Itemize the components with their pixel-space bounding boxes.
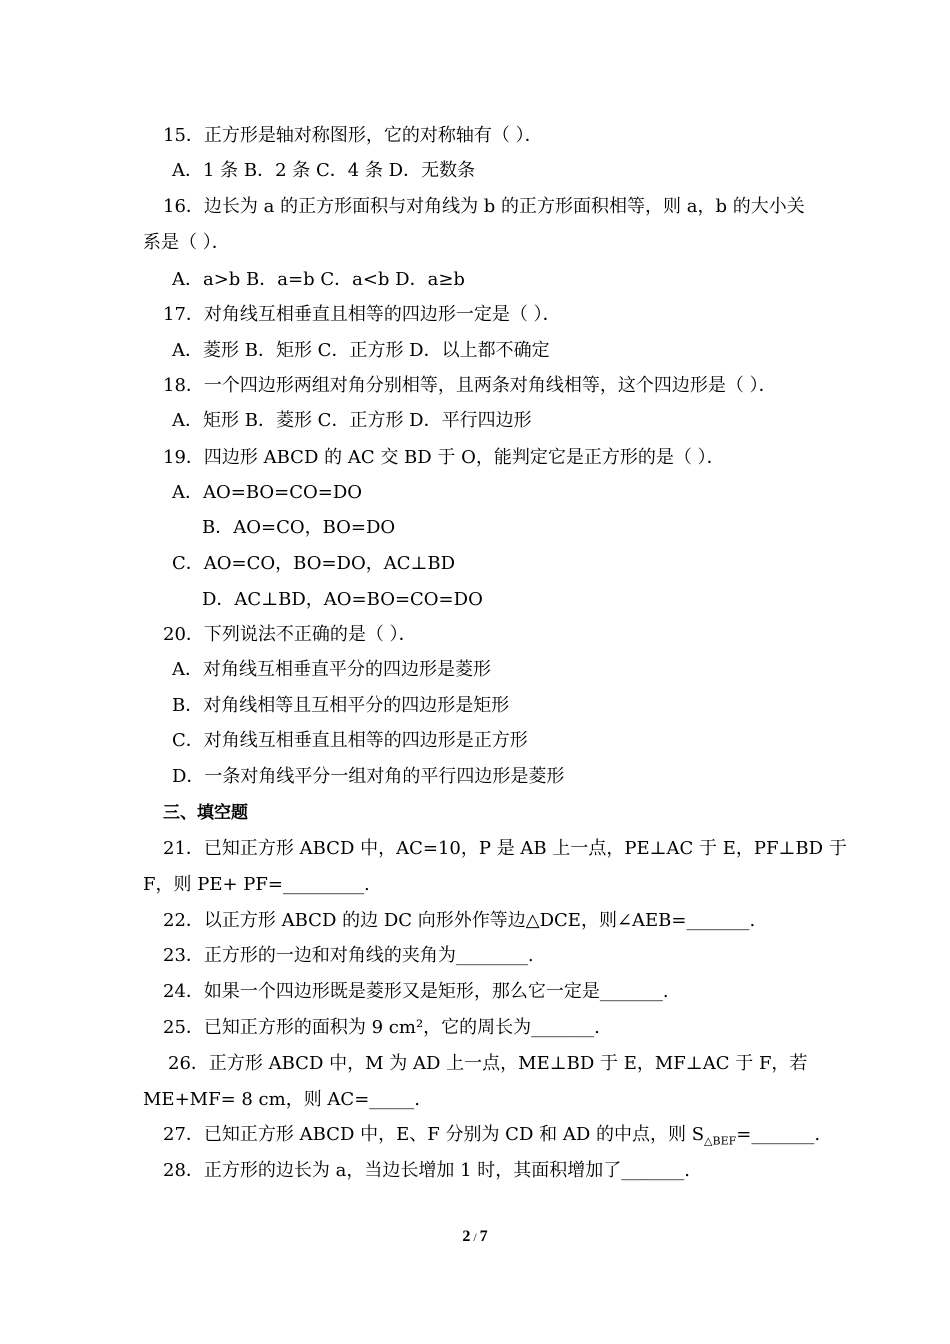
text-line: 28．正方形的边长为 a，当边长增加 1 时，其面积增加了_______. [163, 1160, 690, 1181]
text-line: 19．四边形 ABCD 的 AC 交 BD 于 O，能判定它是正方形的是（ ）． [163, 447, 725, 468]
q27-subscript: △BEF [704, 1134, 737, 1148]
text-line: C．AO=CO，BO=DO，AC⊥BD [172, 553, 456, 574]
page-separator: / [473, 1230, 477, 1244]
text-line: A．AO=BO=CO=DO [172, 482, 363, 503]
page-footer [0, 1228, 950, 1246]
question-27 [163, 1123, 820, 1154]
q27-suffix: =_______. [736, 1124, 821, 1145]
text-line: 18．一个四边形两组对角分别相等，且两条对角线相等，这个四边形是（ ）． [163, 375, 777, 396]
text-line: 系是（ ）． [143, 232, 230, 253]
text-line: C．对角线互相垂直且相等的四边形是正方形 [172, 730, 528, 751]
text-line: A．菱形 B．矩形 C．正方形 D．以上都不确定 [172, 340, 550, 361]
text-line: A．a>b B．a=b C．a<b D．a≥b [172, 269, 465, 290]
text-line: 16．边长为 a 的正方形面积与对角线为 b 的正方形面积相等，则 a，b 的大小关 [163, 196, 805, 217]
text-line: 20．下列说法不正确的是（ ）． [163, 624, 417, 645]
text-line: D．一条对角线平分一组对角的平行四边形是菱形 [172, 766, 565, 787]
page-total: 7 [479, 1228, 488, 1245]
text-line: A．对角线互相垂直平分的四边形是菱形 [172, 659, 491, 680]
text-line: 22．以正方形 ABCD 的边 DC 向形外作等边△DCE，则∠AEB=_______. [163, 910, 756, 931]
page-number: 2 [462, 1228, 471, 1245]
text-line: D．AC⊥BD，AO=BO=CO=DO [202, 589, 483, 610]
text-line: 17．对角线互相垂直且相等的四边形一定是（ ）． [163, 304, 561, 325]
text-line: 26．正方形 ABCD 中，M 为 AD 上一点，ME⊥BD 于 E，MF⊥AC 于 F，若 [168, 1053, 808, 1074]
text-line: ME+MF= 8 cm，则 AC=_____. [143, 1089, 420, 1110]
text-line: B．对角线相等且互相平分的四边形是矩形 [172, 695, 510, 716]
text-line: 21．已知正方形 ABCD 中，AC=10，P 是 AB 上一点，PE⊥AC 于 E，PF⊥BD 于 [163, 838, 847, 859]
text-line: B．AO=CO，BO=DO [202, 517, 396, 538]
text-line: 24．如果一个四边形既是菱形又是矩形，那么它一定是_______. [163, 981, 669, 1002]
text-line: A．矩形 B．菱形 C．正方形 D．平行四边形 [172, 410, 532, 431]
text-line: 25．已知正方形的面积为 9 cm²，它的周长为_______. [163, 1017, 600, 1038]
text-line: 23．正方形的一边和对角线的夹角为________. [163, 945, 534, 966]
section-heading: 三、填空题 [163, 803, 248, 823]
text-line: 15．正方形是轴对称图形，它的对称轴有（ ）． [163, 125, 543, 146]
text-line: F，则 PE+ PF=_________. [143, 874, 370, 895]
q27-prefix: 27．已知正方形 ABCD 中，E、F 分别为 CD 和 AD 的中点，则 S [163, 1124, 705, 1145]
text-line: A．1 条 B．2 条 C．4 条 D．无数条 [172, 160, 476, 181]
